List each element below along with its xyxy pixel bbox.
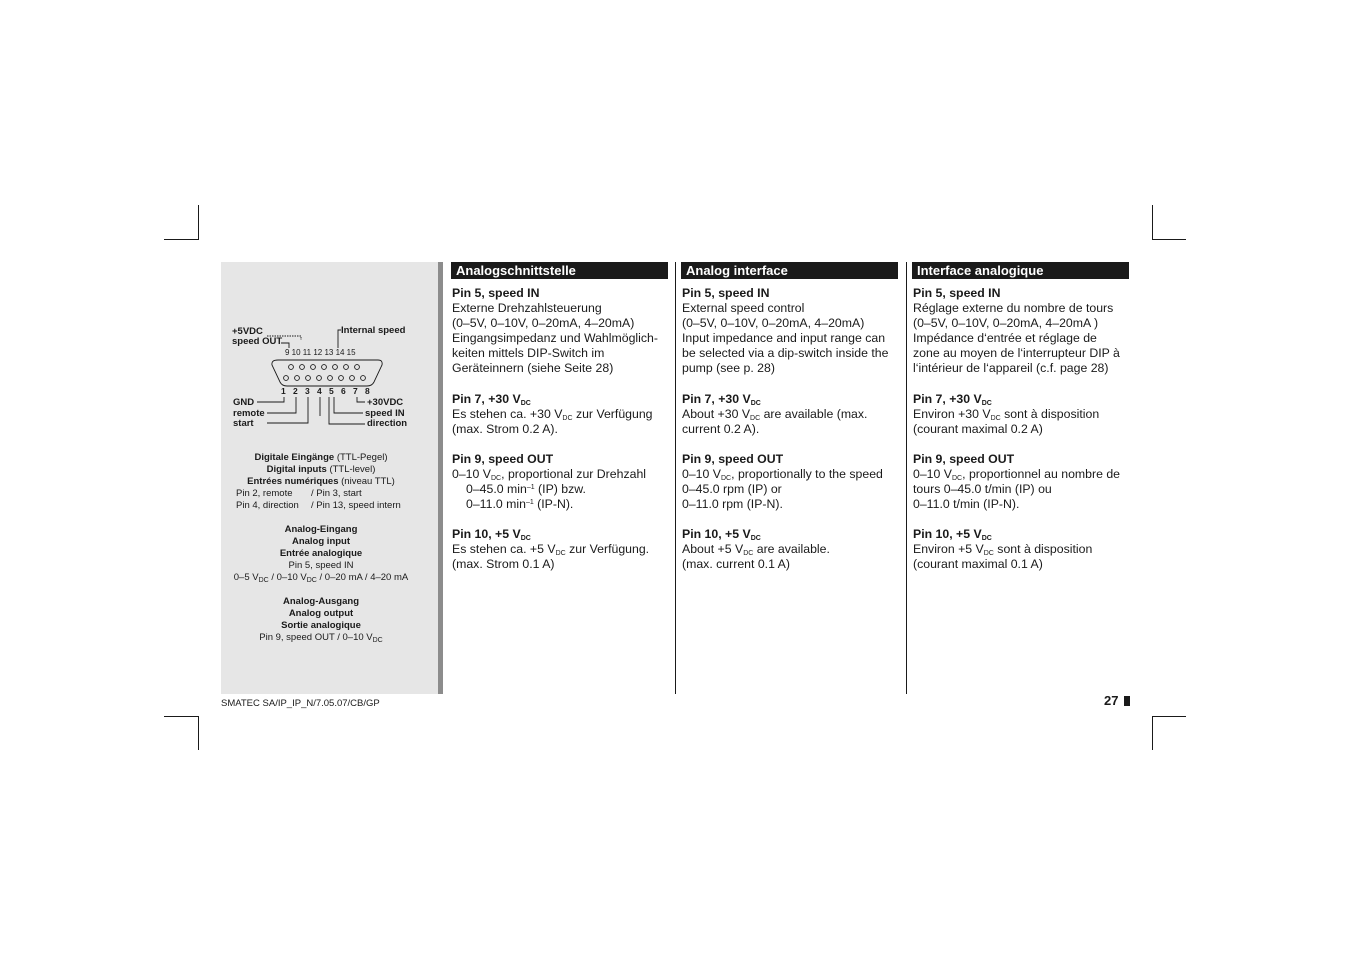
top-pin-numbers: 9 10 11 12 13 14 15 (285, 348, 356, 357)
legend-analog-out-en: Analog output (288, 608, 354, 619)
legend-digital-fr: Entrées numériques (247, 476, 339, 487)
crop-mark (164, 716, 199, 717)
column-english (681, 262, 898, 588)
legend-analog-in-de: Analog-Eingang (284, 524, 358, 535)
block-pin10-fr: Pin 10, +5 $V_{DC}$ Environ +5 $V_{DC}$ sont à disposition (courant maximal 0.1 A) (913, 527, 1093, 572)
page-marker (1124, 696, 1130, 706)
page-number: 27 (1104, 693, 1119, 708)
crop-mark (1152, 205, 1153, 240)
pin-number-5: 5 (329, 386, 334, 396)
legend-pin3: / Pin 3, start (311, 488, 362, 499)
label-30vdc: +30VDC (367, 397, 404, 408)
block-pin9-en: Pin 9, speed OUT 0–10 $V_{DC}$, proportionally to the speed 0–45.0 rpm (IP) or 0–11.0 rpm (IP-N). (682, 451, 883, 512)
block-pin10-de: Pin 10, +5 $V_{DC}$ Es stehen ca. +5 $V_{DC}$ zur Verfügung. (max. Strom 0.1 A) (452, 527, 650, 572)
pin-number-6: 6 (341, 386, 346, 396)
crop-mark (198, 716, 199, 750)
heading-german: Analogschnittstelle (451, 262, 668, 279)
label-internal-speed: Internal speed (341, 325, 406, 336)
block-pin5-fr: Pin 5, speed IN Réglage externe du nombre de tours (0–5V, 0–10V, 0–20mA, 4–20mA ) Impédance d‘entrée et réglage de zone au moyen de l‘interrupteur DIP à l‘intérieur de l‘appareil (c.f. page 28) (913, 286, 1120, 376)
crop-mark (198, 205, 199, 240)
pin-number-8: 8 (365, 386, 370, 396)
legend-digital-en: Digital inputs (266, 464, 327, 475)
legend-analog-in-range: 0–5 $V_{DC} / 0-10$ $V_{DC} / 0-20$ mA / 4–20 mA (233, 572, 409, 584)
legend-analog-in-fr: Entrée analogique (279, 548, 363, 559)
sidebar-divider (438, 262, 443, 694)
connector-panel (221, 262, 438, 694)
legend-analog-out-fr: Sortie analogique (281, 620, 361, 631)
column-french (912, 262, 1129, 588)
pin-number-4: 4 (317, 386, 322, 396)
heading-french: Interface analogique (912, 262, 1129, 279)
pin-number-1: 1 (281, 386, 286, 396)
block-pin5-de: Pin 5, speed IN Externe Drehzahlsteuerung (0–5V, 0–10V, 0–20mA, 4–20mA) Eingangsimpedanz und Wahlmöglich- keiten mittels DIP-Switch im Geräteinnern (siehe Seite 28) (452, 286, 658, 376)
legend-analog-in-pin: Pin 5, speed IN (288, 560, 354, 571)
legend-digital-de: Digitale Eingänge (254, 452, 335, 463)
sub-d-connector-diagram (221, 320, 431, 440)
label-direction: direction (367, 418, 408, 429)
column-german (451, 262, 668, 588)
block-pin5-en: Pin 5, speed IN External speed control (0–5V, 0–10V, 0–20mA, 4–20mA) Input impedance and input range can be selected via a dip-switch inside the pump (see p. 28) (682, 286, 889, 376)
label-speed-in: speed IN (365, 408, 405, 419)
legend-analog-out-pin: Pin 9, speed OUT / 0–10 $V_{DC}$ (259, 632, 383, 644)
column-divider (906, 262, 907, 694)
label-gnd: GND (233, 397, 255, 408)
pin-number-3: 3 (305, 386, 310, 396)
label-remote: remote (233, 408, 265, 419)
document-code: SMATEC SA/IP_IP_N/7.05.07/CB/GP (221, 698, 380, 709)
legend-analog-out-de: Analog-Ausgang (283, 596, 359, 607)
label-5vdc: +5VDC (232, 326, 263, 337)
pin-number-7: 7 (353, 386, 358, 396)
block-pin9-fr: Pin 9, speed OUT 0–10 $V_{DC}$, proportionnel au nombre de tours 0–45.0 t/min (IP) ou 0–11.0 t/min (IP-N). (913, 451, 1121, 512)
pin-number-2: 2 (293, 386, 298, 396)
column-divider (675, 262, 676, 694)
label-start: start (233, 418, 254, 429)
block-pin9-de: Pin 9, speed OUT 0–10 $V_{DC}$, proportional zur Drehzahl 0–45.0 $\min^{-1} (IP)$ bzw. 0–11.0 $\min^{-1} (IP-N)$. (452, 451, 647, 512)
block-pin7-de: Pin 7, +30 $V_{DC}$ Es stehen ca. +30 $V_{DC}$ zur Verfügung (max. Strom 0.2 A). (452, 391, 653, 436)
block-pin7-en: Pin 7, +30 $V_{DC}$ About +30 $V_{DC}$ are available (max. current 0.2 A). (682, 391, 868, 436)
pin-legend (221, 452, 421, 644)
crop-mark (1152, 716, 1153, 750)
block-pin10-en: Pin 10, +5 $V_{DC}$ About +5 $V_{DC}$ are available. (max. current 0.1 A) (682, 527, 830, 572)
legend-pin4: Pin 4, direction (236, 500, 299, 511)
crop-mark (164, 239, 199, 240)
block-pin7-fr: Pin 7, +30 $V_{DC}$ Environ +30 $V_{DC}$ sont à disposition (courant maximal 0.2 A) (913, 391, 1100, 436)
legend-pin2: Pin 2, remote (236, 488, 293, 499)
legend-pin13: / Pin 13, speed intern (311, 500, 401, 511)
legend-digital-en-note: (TTL-level) (329, 464, 376, 475)
label-speed-out: speed OUT (232, 336, 283, 347)
legend-digital-fr-note: (niveau TTL) (341, 476, 395, 487)
crop-mark (1152, 239, 1186, 240)
legend-analog-in-en: Analog input (291, 536, 351, 547)
crop-mark (1152, 716, 1186, 717)
legend-digital-de-note: (TTL-Pegel) (336, 452, 388, 463)
heading-english: Analog interface (681, 262, 898, 279)
